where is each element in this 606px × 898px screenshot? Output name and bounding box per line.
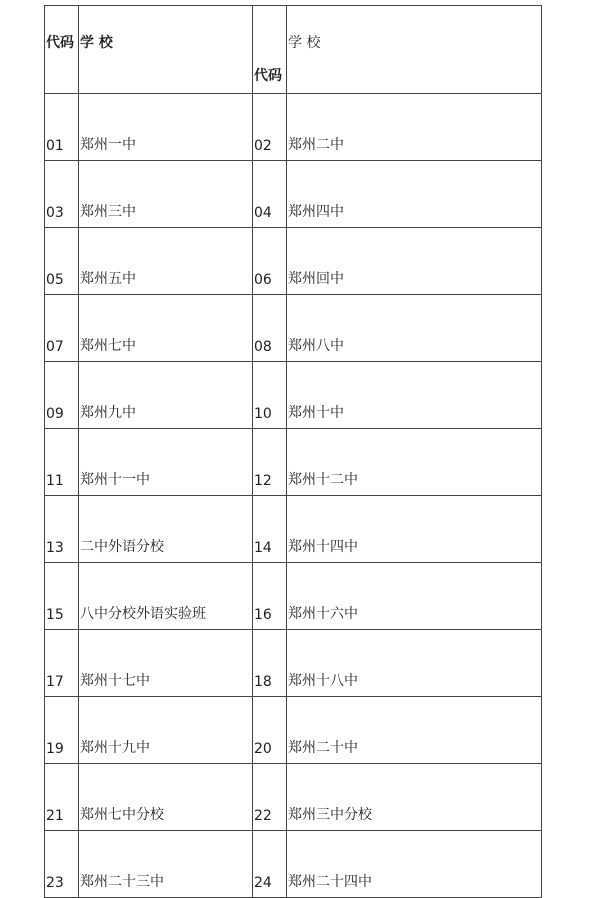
school-code-cell: 16 bbox=[253, 563, 287, 630]
school-name-cell: 郑州十九中 bbox=[79, 697, 253, 764]
table-row bbox=[45, 764, 542, 831]
school-name-cell: 郑州二中 bbox=[287, 94, 542, 161]
school-code-cell: 19 bbox=[45, 697, 79, 764]
school-name-cell: 郑州一中 bbox=[79, 94, 253, 161]
school-name-cell: 郑州十六中 bbox=[287, 563, 542, 630]
school-code-cell: 07 bbox=[45, 295, 79, 362]
header-code-label: 代码 bbox=[45, 6, 79, 94]
school-name-cell: 郑州八中 bbox=[287, 295, 542, 362]
school-name-cell: 郑州十七中 bbox=[79, 630, 253, 697]
school-code-cell: 02 bbox=[253, 94, 287, 161]
table-row bbox=[45, 94, 542, 161]
header-school-label: 学 校 bbox=[79, 6, 253, 94]
table-row bbox=[45, 630, 542, 697]
school-code-table bbox=[44, 5, 542, 898]
header-school-label: 学 校 bbox=[287, 6, 542, 94]
school-code-cell: 03 bbox=[45, 161, 79, 228]
table-row bbox=[45, 295, 542, 362]
school-name-cell: 郑州二十中 bbox=[287, 697, 542, 764]
school-name-cell: 郑州回中 bbox=[287, 228, 542, 295]
school-name-cell: 郑州三中 bbox=[79, 161, 253, 228]
school-name-cell: 郑州九中 bbox=[79, 362, 253, 429]
school-name-cell: 郑州二十四中 bbox=[287, 831, 542, 898]
school-name-cell: 郑州十二中 bbox=[287, 429, 542, 496]
school-code-cell: 11 bbox=[45, 429, 79, 496]
school-code-cell: 05 bbox=[45, 228, 79, 295]
school-name-cell: 郑州十中 bbox=[287, 362, 542, 429]
school-code-cell: 10 bbox=[253, 362, 287, 429]
header-code-label: 代码 bbox=[253, 6, 287, 94]
school-code-cell: 20 bbox=[253, 697, 287, 764]
table-row bbox=[45, 362, 542, 429]
school-name-cell: 郑州三中分校 bbox=[287, 764, 542, 831]
table-row bbox=[45, 563, 542, 630]
school-name-cell: 郑州十一中 bbox=[79, 429, 253, 496]
school-name-cell: 郑州四中 bbox=[287, 161, 542, 228]
school-name-cell: 八中分校外语实验班 bbox=[79, 563, 253, 630]
table-row bbox=[45, 831, 542, 898]
school-code-cell: 24 bbox=[253, 831, 287, 898]
table-row bbox=[45, 697, 542, 764]
school-code-cell: 06 bbox=[253, 228, 287, 295]
table-row bbox=[45, 161, 542, 228]
school-code-cell: 23 bbox=[45, 831, 79, 898]
table-row bbox=[45, 228, 542, 295]
school-name-cell: 郑州七中 bbox=[79, 295, 253, 362]
school-name-cell: 郑州十八中 bbox=[287, 630, 542, 697]
school-code-cell: 17 bbox=[45, 630, 79, 697]
school-name-cell: 二中外语分校 bbox=[79, 496, 253, 563]
school-code-cell: 14 bbox=[253, 496, 287, 563]
school-name-cell: 郑州五中 bbox=[79, 228, 253, 295]
school-code-cell: 01 bbox=[45, 94, 79, 161]
school-code-cell: 08 bbox=[253, 295, 287, 362]
school-code-cell: 22 bbox=[253, 764, 287, 831]
school-name-cell: 郑州十四中 bbox=[287, 496, 542, 563]
school-code-cell: 15 bbox=[45, 563, 79, 630]
table-body bbox=[45, 6, 542, 898]
table-header-row bbox=[45, 6, 542, 94]
school-code-cell: 21 bbox=[45, 764, 79, 831]
school-code-cell: 04 bbox=[253, 161, 287, 228]
school-code-cell: 18 bbox=[253, 630, 287, 697]
table-row bbox=[45, 429, 542, 496]
school-name-cell: 郑州二十三中 bbox=[79, 831, 253, 898]
school-code-cell: 13 bbox=[45, 496, 79, 563]
school-name-cell: 郑州七中分校 bbox=[79, 764, 253, 831]
table-row bbox=[45, 496, 542, 563]
school-code-cell: 12 bbox=[253, 429, 287, 496]
school-code-cell: 09 bbox=[45, 362, 79, 429]
